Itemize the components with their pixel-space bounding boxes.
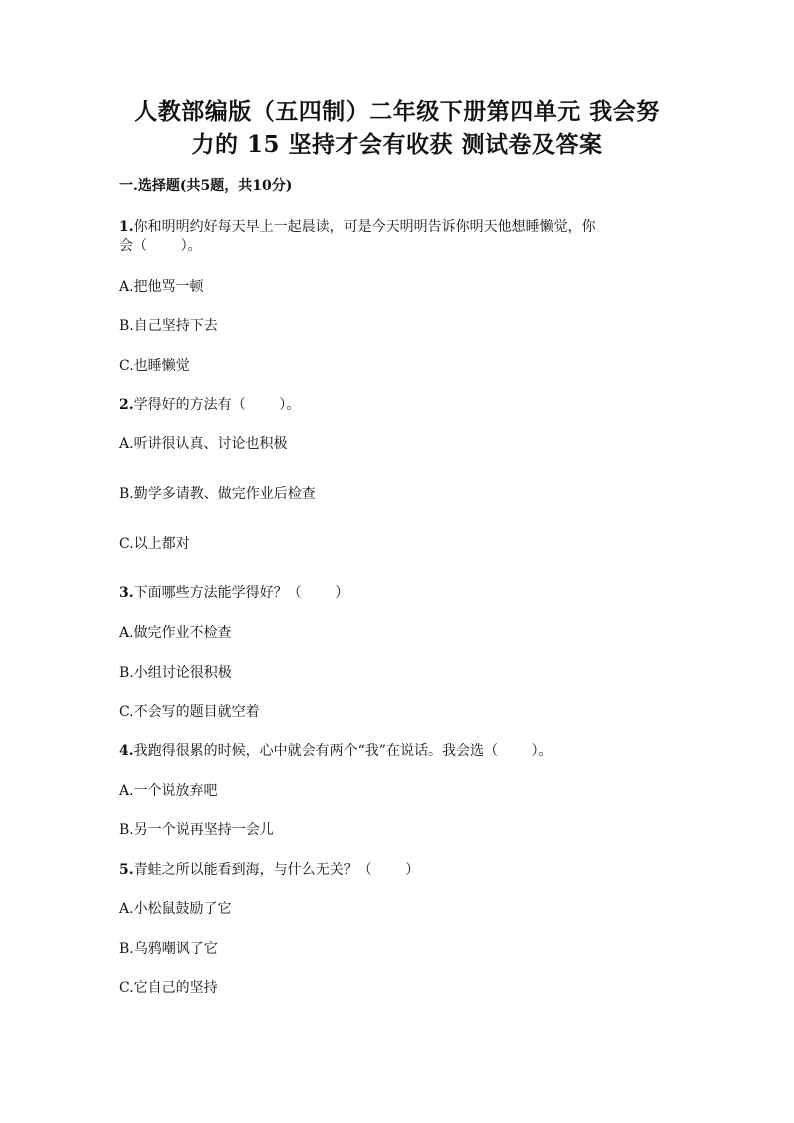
option-1b[interactable] [119, 316, 218, 336]
option-letter: C. [119, 980, 134, 996]
option-text: 它自己的坚持 [133, 980, 218, 996]
option-3b[interactable] [119, 663, 232, 683]
option-3a[interactable] [119, 623, 232, 643]
option-text: 勤学多请教、做完作业后检查 [133, 486, 316, 502]
option-letter: C. [119, 358, 134, 374]
question-4 [119, 741, 679, 761]
option-text: 小松鼠鼓励了它 [133, 901, 232, 917]
question-text: ）。 [279, 397, 301, 413]
question-text: 我跑得很累的时候，心中就会有两个“我”在说话。我会选（ [133, 743, 498, 759]
option-text: 另一个说再坚持一会儿 [133, 822, 274, 838]
section-heading: 一.选择题(共5题，共10分) [119, 178, 293, 194]
option-letter: A. [119, 783, 134, 799]
question-5 [119, 860, 679, 880]
question-2 [119, 395, 679, 415]
option-letter: A. [119, 279, 134, 295]
document-title-line-2: 力的 15 坚持才会有收获 测试卷及答案 [191, 131, 603, 158]
option-text: 不会写的题目就空着 [133, 704, 260, 720]
option-1a[interactable] [119, 277, 204, 297]
question-number: 3. [119, 585, 134, 601]
option-1c[interactable] [119, 356, 190, 376]
question-text: 下面哪些方法能学得好？（ [133, 585, 302, 601]
question-1 [119, 217, 679, 237]
option-5a[interactable] [119, 899, 232, 919]
option-3c[interactable] [119, 702, 260, 722]
question-text: ）。 [531, 743, 553, 759]
option-letter: C. [119, 536, 134, 552]
option-letter: A. [119, 436, 134, 452]
option-letter: A. [119, 625, 134, 641]
option-5b[interactable] [119, 939, 218, 959]
question-text: 青蛙之所以能看到海，与什么无关？（ [133, 862, 372, 878]
option-text: 小组讨论很积极 [133, 665, 232, 681]
question-text: ）。 [180, 238, 202, 254]
option-2a[interactable] [119, 434, 288, 454]
option-letter: C. [119, 704, 134, 720]
option-text: 乌鸦嘲讽了它 [133, 941, 218, 957]
option-letter: B. [119, 941, 134, 957]
question-text: 你和明明约好每天早上一起晨读，可是今天明明告诉你明天他想睡懒觉，你 [133, 219, 596, 235]
document-title-line-1: 人教部编版（五四制）二年级下册第四单元 我会努 [134, 98, 660, 125]
option-2c[interactable] [119, 534, 190, 554]
question-text: 学得好的方法有（ [133, 397, 246, 413]
option-text: 也睡懒觉 [133, 358, 190, 374]
question-3 [119, 583, 679, 603]
option-text: 自己坚持下去 [133, 318, 218, 334]
option-text: 把他骂一顿 [133, 279, 204, 295]
option-text: 听讲很认真、讨论也积极 [133, 436, 288, 452]
option-letter: B. [119, 486, 134, 502]
option-4a[interactable] [119, 781, 218, 801]
option-text: 做完作业不检查 [133, 625, 232, 641]
question-1-continued [119, 236, 679, 256]
question-number: 1. [119, 219, 134, 235]
option-2b[interactable] [119, 484, 316, 504]
option-letter: B. [119, 318, 134, 334]
option-5c[interactable] [119, 978, 218, 998]
option-letter: B. [119, 822, 134, 838]
question-number: 5. [119, 862, 134, 878]
option-4b[interactable] [119, 820, 274, 840]
question-number: 2. [119, 397, 134, 413]
question-number: 4. [119, 743, 134, 759]
option-text: 以上都对 [133, 536, 190, 552]
question-text: 会（ [119, 238, 147, 254]
option-letter: B. [119, 665, 134, 681]
option-text: 一个说放弃吧 [133, 783, 218, 799]
option-letter: A. [119, 901, 134, 917]
question-text: ） [405, 862, 420, 878]
question-text: ） [335, 585, 350, 601]
